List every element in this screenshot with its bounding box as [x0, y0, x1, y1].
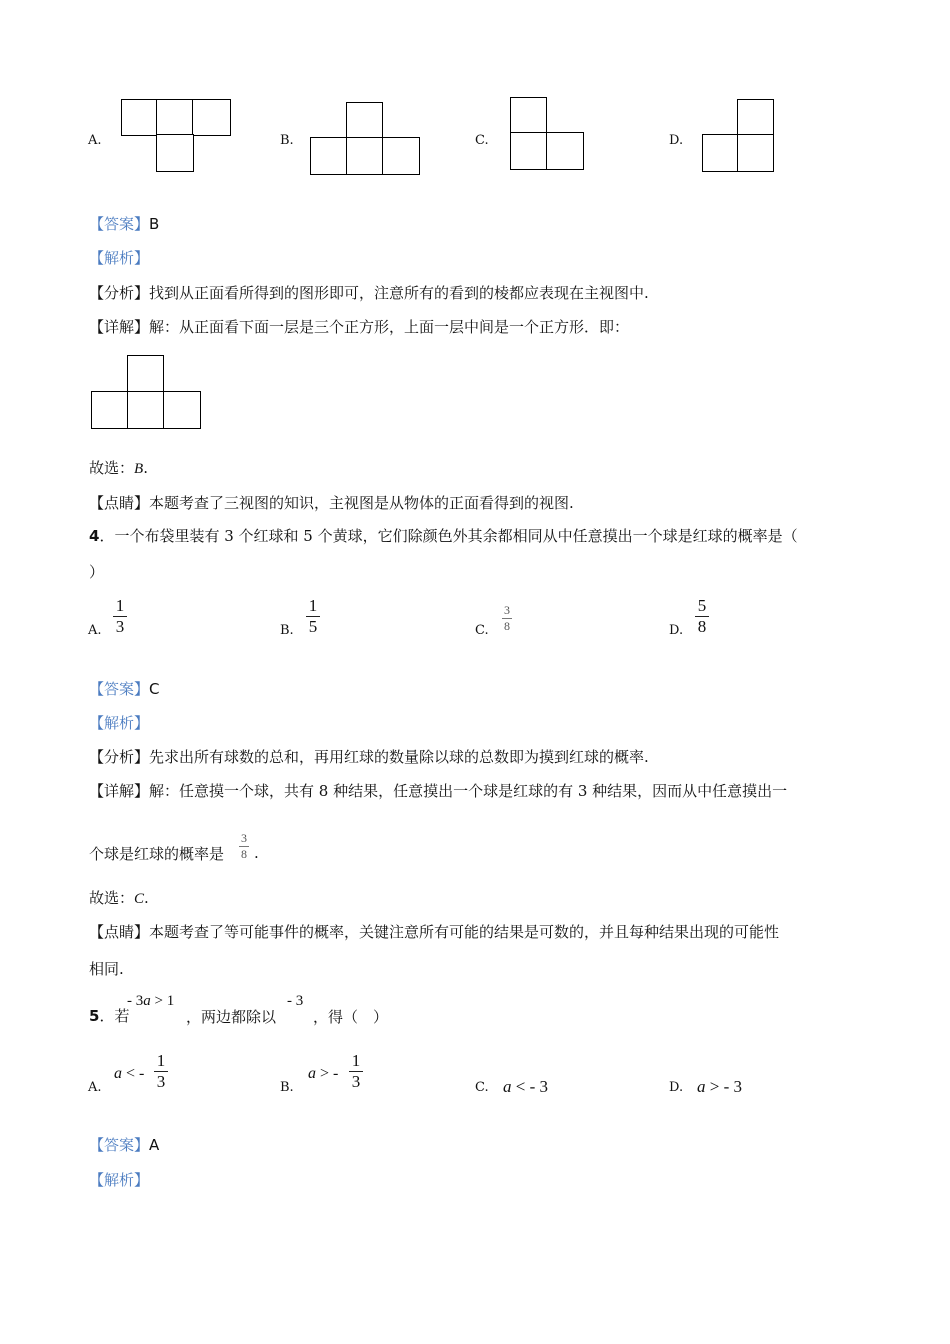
q5-option-c-label: C.	[475, 1080, 489, 1095]
detail-text: 解：从正面看下面一层是三个正方形，上面一层中间是一个正方形．即：	[149, 318, 630, 336]
q3-analysis	[89, 283, 649, 303]
analysis-text: 先求出所有球数的总和，再用红球的数量除以球的总数即为摸到红球的概率.	[149, 748, 649, 766]
q3-analysis-tag: 【解析】	[89, 249, 150, 267]
q4-detail-fraction: 3 8	[241, 831, 247, 861]
q4-choice	[89, 888, 149, 909]
detail-tag: 【详解】	[89, 318, 150, 336]
q5-option-c-expression: a < - 3	[503, 1077, 549, 1096]
q3-option-c-label: C.	[475, 133, 489, 148]
q3-comment	[89, 493, 574, 513]
q3-choice	[89, 458, 148, 479]
choice-prefix: 故选：	[89, 459, 135, 477]
q4-stem	[89, 526, 798, 546]
q4-comment	[89, 922, 779, 942]
q4-option-b-label: B.	[280, 623, 294, 638]
q5-analysis-tag: 【解析】	[89, 1171, 150, 1189]
q5-option-d-expression: a > - 3	[697, 1077, 743, 1096]
comment-text: 本题考查了等可能事件的概率，关键注意所有可能的结果是可数的，并且每种结果出现的可能性	[149, 923, 780, 941]
q4-analysis	[89, 747, 649, 767]
q4-option-d-label: D.	[669, 623, 684, 638]
question-number: 5	[89, 1007, 100, 1025]
q4-detail	[89, 781, 787, 801]
q4-detail-line2	[89, 844, 224, 864]
q4-option-c-label: C.	[475, 623, 489, 638]
q4-analysis-tag: 【解析】	[89, 714, 150, 732]
answer-tag: 【答案】	[89, 1136, 150, 1154]
q3-answer	[89, 214, 159, 234]
q5-option-a-fraction: 1 3	[154, 1052, 168, 1091]
q3-option-d-label: D.	[669, 133, 684, 148]
q4-option-b-fraction: 1 5	[306, 597, 320, 636]
choice-value: B	[134, 461, 144, 477]
choice-suffix: .	[143, 459, 148, 477]
comment-text: 本题考查了三视图的知识，主视图是从物体的正面看得到的视图.	[149, 494, 574, 512]
q5-option-a-expression: a < -	[114, 1065, 145, 1082]
q3-option-b-label: B.	[280, 133, 294, 148]
q5-stem	[89, 1006, 129, 1026]
q5-stem-divisor: - 3	[287, 993, 304, 1009]
question-number: 4	[89, 527, 100, 545]
answer-value: C	[149, 680, 160, 698]
q5-option-b-label: B.	[280, 1080, 294, 1095]
q4-option-d-fraction: 5 8	[695, 597, 709, 636]
q4-detail-suffix: .	[254, 844, 259, 862]
q5-stem-expression: - 3a > 1	[127, 993, 175, 1009]
answer-value: B	[149, 215, 160, 233]
analysis-tag: 【分析】	[89, 748, 150, 766]
choice-prefix: 故选：	[89, 889, 135, 907]
q5-answer	[89, 1135, 159, 1155]
q4-option-a-label: A.	[88, 623, 102, 638]
q4-option-c-fraction: 3 8	[504, 603, 510, 633]
q5-option-b-expression: a > -	[308, 1065, 339, 1082]
answer-tag: 【答案】	[89, 680, 150, 698]
analysis-text: 找到从正面看所得到的图形即可，注意所有的看到的棱都应表现在主视图中.	[149, 284, 649, 302]
q3-detail	[89, 317, 629, 337]
choice-value: C	[134, 891, 145, 907]
detail-tag: 【详解】	[89, 782, 150, 800]
q5-option-a-label: A.	[88, 1080, 102, 1095]
q3-option-a-label: A.	[88, 133, 102, 148]
stem-prefix: ．若	[99, 1007, 130, 1025]
choice-suffix: .	[144, 889, 149, 907]
q4-comment-line2: 相同.	[89, 960, 124, 978]
comment-tag: 【点睛】	[89, 923, 150, 941]
q5-option-d-label: D.	[669, 1080, 684, 1095]
answer-tag: 【答案】	[89, 215, 150, 233]
q4-option-a-fraction: 1 3	[113, 597, 127, 636]
q5-option-b-fraction: 1 3	[349, 1052, 363, 1091]
q4-stem-line2: ）	[89, 563, 105, 581]
comment-tag: 【点睛】	[89, 494, 150, 512]
detail-text: 解：任意摸一个球，共有 8 种结果，任意摸出一个球是红球的有 3 种结果，因而从中任意摸出一	[149, 782, 788, 800]
q4-answer	[89, 679, 160, 699]
stem-text: ．一个布袋里装有 3 个红球和 5 个黄球，它们除颜色外其余都相同从中任意摸出一个球是红球的概率是（	[99, 527, 798, 545]
answer-value: A	[149, 1136, 160, 1154]
analysis-tag: 【分析】	[89, 284, 150, 302]
detail-line2-text: 个球是红球的概率是	[89, 845, 225, 863]
q5-stem-mid: ，两边都除以	[186, 1008, 277, 1026]
q5-stem-suffix: ，得（ ）	[313, 1008, 389, 1026]
